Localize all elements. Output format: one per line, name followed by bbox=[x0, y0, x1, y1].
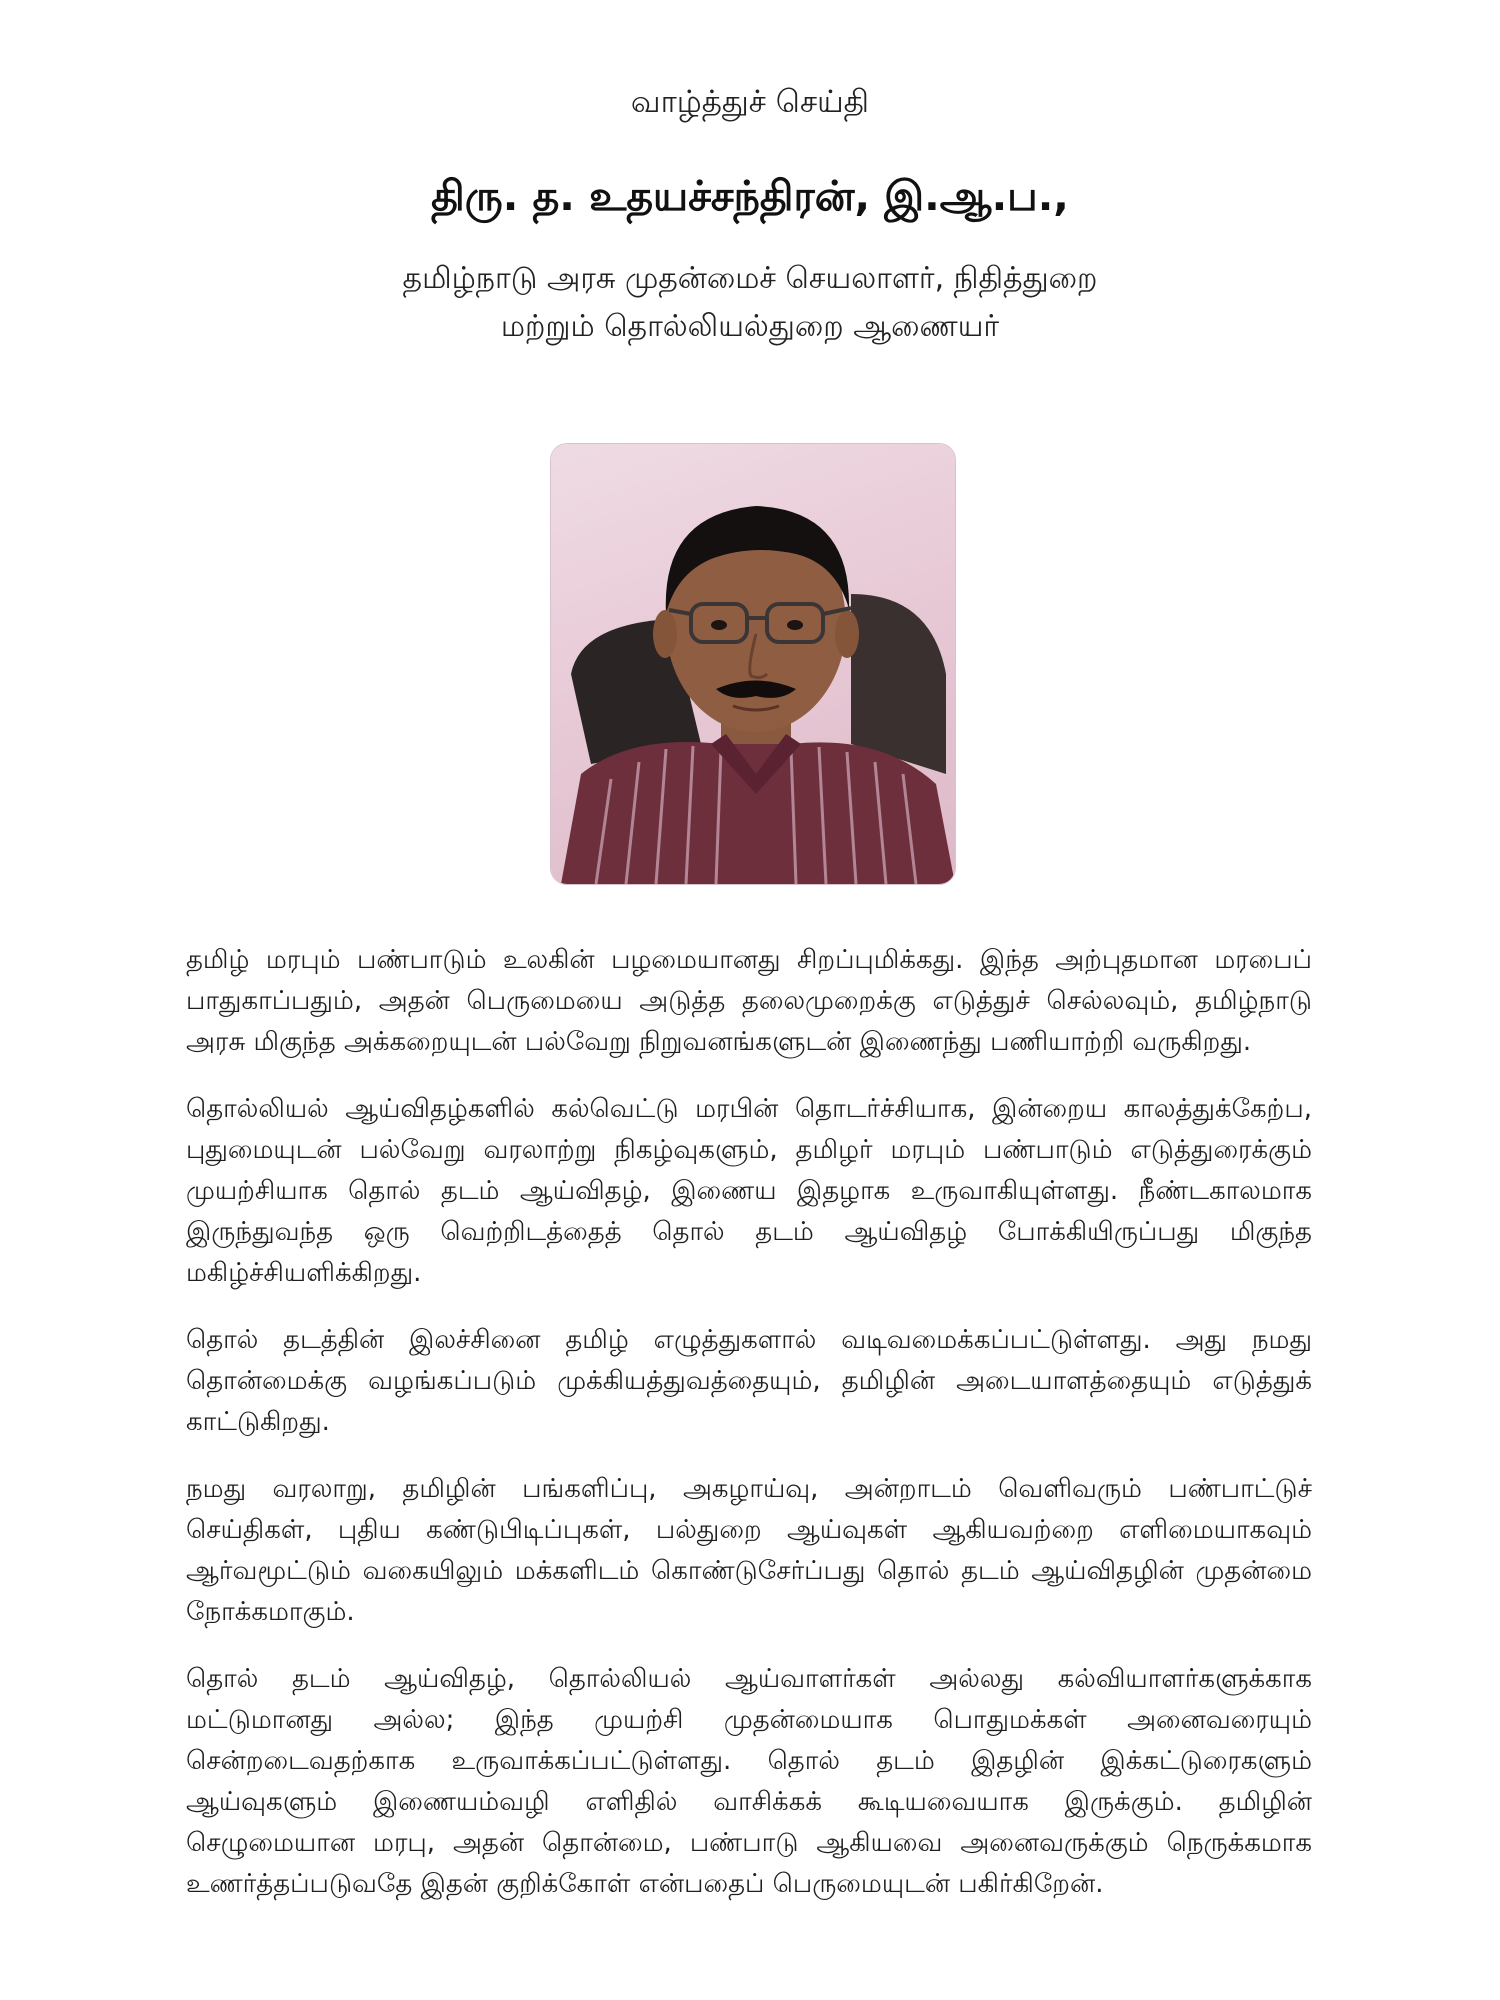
body-paragraph: தமிழ் மரபும் பண்பாடும் உலகின் பழமையானது சிறப்புமிக்கது. இந்த அற்புதமான மரபைப் பாதுகாப்பதும், அதன் பெருமையை அடுத்த தலைமுறைக்கு எடுத்துச் செல்லவும், தமிழ்நாடு அரசு மிகுந்த அக்கறையுடன் பல்வேறு நிறுவனங்களுடன் இணைந்து பணியாற்றி வருகிறது. bbox=[186, 945, 1312, 1057]
author-name: திரு. த. உதயச்சந்திரன், இ.ஆ.ப., bbox=[431, 172, 1069, 220]
designation-line-2: மற்றும் தொல்லியல்துறை ஆணையர் bbox=[500, 309, 1000, 344]
body-paragraph: நமது வரலாறு, தமிழின் பங்களிப்பு, அகழாய்வு, அன்றாடம் வெளிவரும் பண்பாட்டுச் செய்திகள், புதிய கண்டுபிடிப்புகள், பல்துறை ஆய்வுகள் ஆகியவற்றை எளிமையாகவும் ஆர்வமூட்டும் வகையிலும் மக்களிடம் கொண்டுசேர்ப்பது தொல் தடம் ஆய்விதழின் முதன்மை நோக்கமாகும். bbox=[186, 1474, 1312, 1627]
body-paragraph: தொல்லியல் ஆய்விதழ்களில் கல்வெட்டு மரபின் தொடர்ச்சியாக, இன்றைய காலத்துக்கேற்ப, புதுமையுடன் பல்வேறு வரலாற்று நிகழ்வுகளும், தமிழர் மரபும் பண்பாடும் எடுத்துரைக்கும் முயற்சியாக தொல் தடம் ஆய்விதழ், இணைய இதழாக உருவாகியுள்ளது. நீண்டகாலமாக இருந்துவந்த ஒரு வெற்றிடத்தைத் தொல் தடம் ஆய்விதழ் போக்கியிருப்பது மிகுந்த மகிழ்ச்சியளிக்கிறது. bbox=[186, 1094, 1312, 1288]
eye-shape bbox=[787, 620, 803, 630]
ear-shape bbox=[835, 610, 859, 658]
shirt-shape bbox=[561, 742, 955, 884]
author-designation bbox=[0, 255, 1500, 351]
eye-shape bbox=[711, 620, 727, 630]
ear-shape bbox=[653, 610, 677, 658]
chair-shape bbox=[851, 594, 946, 774]
body-paragraph: தொல் தடத்தின் இலச்சினை தமிழ் எழுத்துகளால் வடிவமைக்கப்பட்டுள்ளது. அது நமது தொன்மைக்கு வழங்கப்படும் முக்கியத்துவத்தையும், தமிழின் அடையாளத்தையும் எடுத்துக் காட்டுகிறது. bbox=[186, 1325, 1312, 1437]
portrait-illustration bbox=[551, 444, 955, 884]
body-paragraph: தொல் தடம் ஆய்விதழ், தொல்லியல் ஆய்வாளர்கள் அல்லது கல்வியாளர்களுக்காக மட்டுமானது அல்ல; இந்த முயற்சி முதன்மையாக பொதுமக்கள் அனைவரையும் சென்றடைவதற்காக உருவாக்கப்பட்டுள்ளது. தொல் தடம் இதழின் இக்கட்டுரைகளும் ஆய்வுகளும் இணையம்வழி எளிதில் வாசிக்கக் கூடியவையாக இருக்கும். தமிழின் செழுமையான மரபு, அதன் தொன்மை, பண்பாடு ஆகியவை அனைவருக்கும் நெருக்கமாக உணர்த்தப்படுவதே இதன் குறிக்கோள் என்பதைப் பெருமையுடன் பகிர்கிறேன். bbox=[186, 1664, 1312, 1899]
designation-line-1: தமிழ்நாடு அரசு முதன்மைச் செயலாளர், நிதித்துறை bbox=[402, 261, 1098, 296]
portrait-photo bbox=[551, 444, 955, 884]
message-caption: வாழ்த்துச் செய்தி bbox=[630, 84, 870, 120]
message-body bbox=[186, 940, 1312, 1931]
